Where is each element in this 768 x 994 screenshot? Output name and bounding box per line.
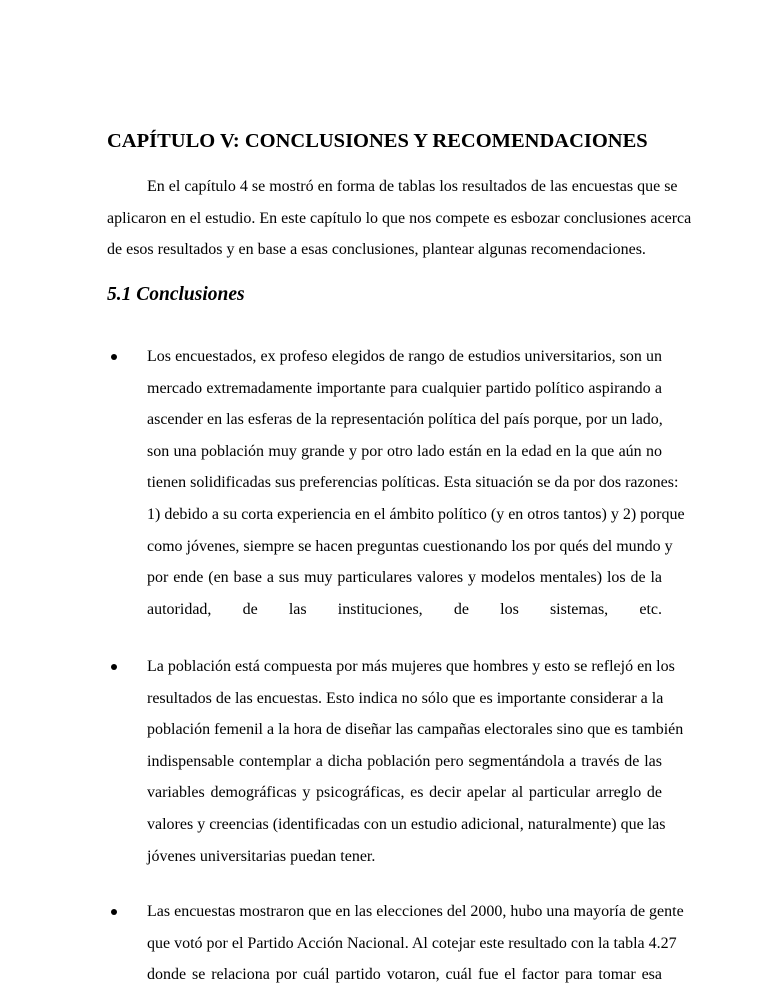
text-line: son una población muy grande y por otro lado están en la edad en la que aún no	[147, 442, 662, 460]
text-line: como jóvenes, siempre se hacen preguntas cuestionando los por qués del mundo y	[147, 537, 673, 555]
text-line: valores y creencias (identificadas con un estudio adicional, naturalmente) que las	[147, 815, 666, 833]
text-line: Los encuestados, ex profeso elegidos de rango de estudios universitarios, son un	[147, 348, 662, 365]
bullet-icon	[111, 354, 117, 360]
text-line: indispensable contemplar a dicha población pero segmentándola a través de las	[147, 752, 662, 770]
chapter-title: CAPÍTULO V: CONCLUSIONES Y RECOMENDACIONES	[107, 130, 648, 152]
text-line: En el capítulo 4 se mostró en forma de tablas los resultados de las encuestas que se	[147, 178, 678, 195]
bullet-item	[147, 341, 685, 625]
text-line: aplicaron en el estudio. En este capítulo lo que nos compete es esbozar conclusiones acerca	[107, 209, 692, 227]
text-line: de esos resultados y en base a esas conclusiones, plantear algunas recomendaciones.	[107, 241, 646, 259]
text-line: que votó por el Partido Acción Nacional. Al cotejar este resultado con la tabla 4.27	[147, 934, 677, 952]
bullet-icon	[111, 909, 117, 915]
text-line: 1) debido a su corta experiencia en el ámbito político (y en otros tantos) y 2) porque	[147, 505, 685, 523]
bullet-icon	[111, 664, 117, 670]
text-line: población femenil a la hora de diseñar las campañas electorales sino que es también	[147, 721, 684, 739]
text-line: mercado extremadamente importante para cualquier partido político aspirando a	[147, 379, 662, 397]
text-line: tienen solidificadas sus preferencias políticas. Esta situación se da por dos razones:	[147, 474, 679, 492]
text-line: ascender en las esferas de la representación política del país porque, por un lado,	[147, 411, 663, 429]
text-line: variables demográficas y psicográficas, es decir apelar al particular arreglo de	[147, 784, 662, 802]
intro-paragraph	[107, 171, 692, 266]
text-line: jóvenes universitarias puedan tener.	[147, 847, 376, 865]
text-line: por ende (en base a sus muy particulares valores y modelos mentales) los de la	[147, 569, 662, 587]
bullet-item	[147, 896, 684, 991]
text-line: autoridad, de las instituciones, de los sistemas, etc.	[147, 600, 662, 618]
text-line: donde se relaciona por cuál partido votaron, cuál fue el factor para tomar esa	[147, 966, 662, 984]
section-heading: 5.1 Conclusiones	[107, 284, 245, 305]
text-line: Las encuestas mostraron que en las elecciones del 2000, hubo una mayoría de gente	[147, 903, 684, 920]
bullet-item	[147, 651, 684, 872]
text-line: resultados de las encuestas. Esto indica no sólo que es importante considerar a la	[147, 689, 664, 707]
text-line: La población está compuesta por más mujeres que hombres y esto se reflejó en los	[147, 658, 675, 675]
